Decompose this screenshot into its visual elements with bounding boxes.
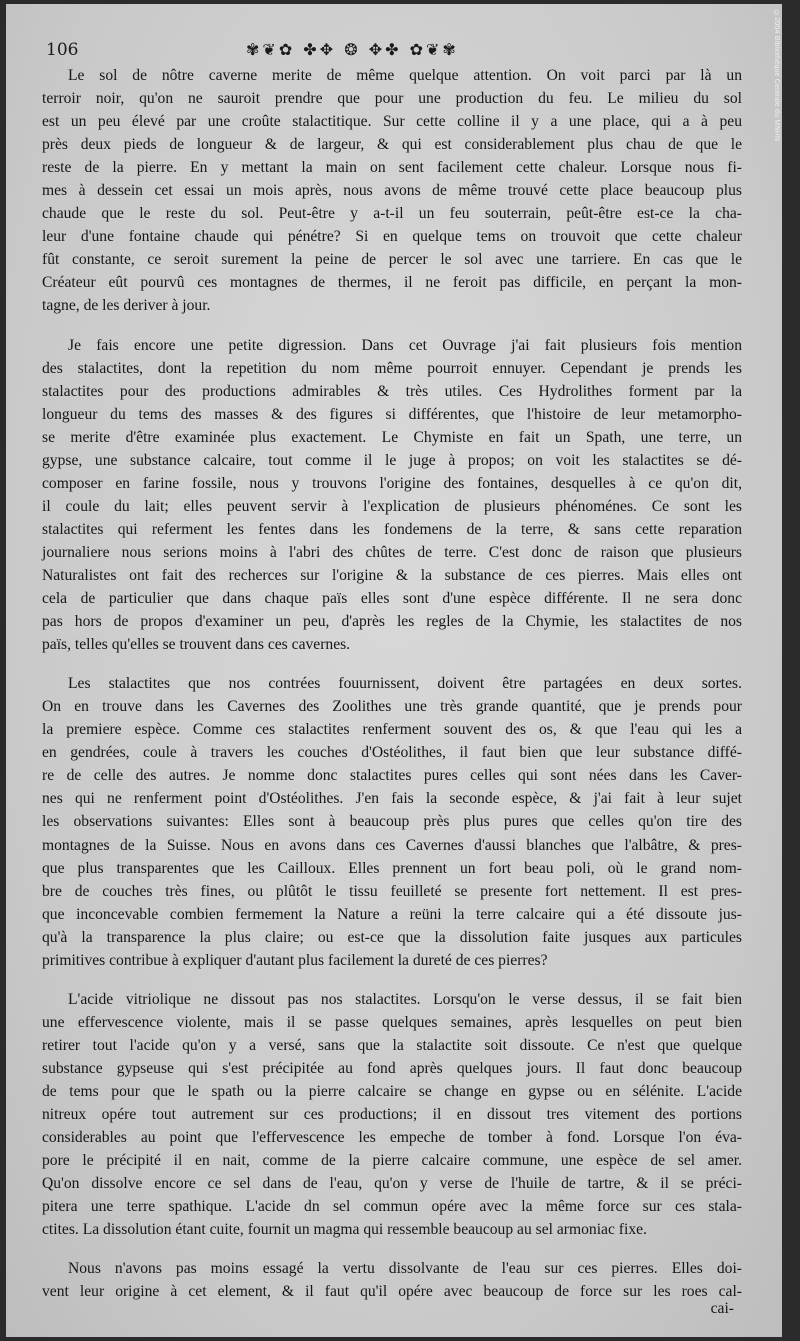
text-line: On en trouve dans les Cavernes des Zoolithes une très grande quantité, que je prends pour xyxy=(42,698,742,716)
text-line: bre de couches très fines, ou plûtôt le tissu feuilleté se presente fort nettement. Il est pres- xyxy=(42,882,742,900)
paragraph-gap xyxy=(42,1241,742,1257)
text-line: Qu'on dissolve encore ce sel dans de l'eau, qu'on y verse de l'huile de tartre, & il se préci- xyxy=(42,1175,742,1193)
header-ornament: ✾❦✿ ✤✥ ❂ ✥✤ ✿❦✾ xyxy=(246,40,459,59)
text-line: pitera une terre spathique. L'acide dn sel commun opére avec la même force sur ces stala- xyxy=(42,1198,742,1216)
text-line: Nous n'avons pas moins essagé la vertu dissolvante de l'eau sur ces pierres. Elles doi- xyxy=(68,1260,742,1278)
text-line: nitreux opére tout autrement sur ces productions; il en dissout tres vitement des portions xyxy=(42,1106,742,1124)
paragraph-gap xyxy=(42,318,742,334)
text-line: retirer tout l'acide qu'on y a versé, sans que la stalactite soit dissoute. Ce n'est que quelque xyxy=(42,1036,742,1054)
text-line: Naturalistes ont fait des recherces sur l'origine & la substance de ces pierres. Mais elles ont xyxy=(42,566,742,584)
text-line: stalactites qui referment les fentes dans les fondemens de la terre, & sans cette reparation xyxy=(42,520,742,538)
text-line: reste de la pierre. En y mettant la main on sent facilement cette chaleur. Lorsque nous fi- xyxy=(42,159,742,177)
text-line: considerables au point que l'effervescence les empeche de tomber à fond. Lorsque l'on éva- xyxy=(42,1129,742,1147)
text-line: il coule du lait; elles peuvent servir à l'explication de plusieurs phénoménes. Ce sont les xyxy=(42,497,742,515)
text-line: nes qui ne renferment point d'Ostéolithes. J'en fais la seconde espèce, & j'ai fait à leur sujet xyxy=(42,790,742,808)
book-page xyxy=(6,4,782,1337)
paragraph xyxy=(42,672,742,972)
text-line: composer en farine fossile, nous y trouvons l'origine des fontaines, desquelles à ce qu'on dit, xyxy=(42,474,742,492)
text-line: chaude que le reste du sol. Peut-être y a-t-il un feu souterrain, peût-être est-ce la cha- xyxy=(42,205,742,223)
text-line: païs, telles qu'elles se trouvent dans ces cavernes. xyxy=(42,636,351,654)
library-credit: ©2004 Bibliothèque Centrale du MNHN xyxy=(773,10,780,142)
text-line: terroir noir, qu'on ne sauroit prendre que pour une production du feu. Le milieu du sol xyxy=(42,90,742,108)
text-line: des stalactites, dont la repetition du nom même pourroit ennuyer. Cependant je prends les xyxy=(42,359,742,377)
text-line: substance gypseuse qui s'est précipitée au fond après quelques jours. Il faut donc beaucoup xyxy=(42,1059,742,1077)
text-line: L'acide vitriolique ne dissout pas nos stalactites. Lorsqu'on le verse dessus, il se fait bien xyxy=(68,990,742,1008)
text-line: en gendrées, coule à travers les couches d'Ostéolithes, il faut bien que leur substance diffé- xyxy=(42,744,742,762)
text-line: vent leur origine à cet element, & il faut qu'il opére avec beaucoup de force sur les roes cal- xyxy=(42,1283,742,1301)
text-line: leur d'une fontaine chaude qui pénétre? Si en quelque tems on trouvoit que cette chaleur xyxy=(42,228,742,246)
paragraph-gap xyxy=(42,972,742,988)
text-line: près deux pieds de longueur & de largeur, & qui est considerablement plus chau de que le xyxy=(42,136,742,154)
paragraph xyxy=(42,1257,742,1303)
text-line: longueur du tems des masses & des figures si différentes, que l'histoire de leur metamorpho- xyxy=(42,405,742,423)
text-line: gypse, une substance calcaire, tout comme il le juge à propos; on voit les stalactites se dé- xyxy=(42,451,742,469)
paragraph-gap xyxy=(42,656,742,672)
text-line: journaliere nous serions moins à l'abri des chûtes de terre. C'est donc de raison que plusieurs xyxy=(42,543,742,561)
text-line: Le sol de nôtre caverne merite de même quelque attention. On voit parci par là un xyxy=(68,67,742,84)
text-line: primitives contribue à expliquer d'autant plus facilement la dureté de ces pierres? xyxy=(42,951,548,969)
text-line: de tems pour que le spath ou la pierre calcaire se change en gypse ou en sélénite. L'acide xyxy=(42,1082,742,1100)
text-line: Je fais encore une petite digression. Dans cet Ouvrage j'ai fait plusieurs fois mention xyxy=(68,336,742,354)
text-line: pore le précipité il en nait, comme de la pierre calcaire commune, une espèce de sel amer. xyxy=(42,1152,742,1170)
text-line: que plus transparentes que les Cailloux. Elles prennent un fort beau poli, où le grand nom- xyxy=(42,859,742,877)
text-line: qu'à la transparence la plus claire; ou est-ce que la dissolution faite jusques aux particules xyxy=(42,928,742,946)
paragraph xyxy=(42,64,742,318)
text-line: pas hors de propos d'examiner un peu, d'après les regles de la Chymie, les stalactites de nos xyxy=(42,613,742,631)
text-line: tagne, de les deriver à jour. xyxy=(42,297,211,315)
text-line: mes à dessein cet essai un mois après, nous avons de même trouvé cette place beaucoup plus xyxy=(42,182,742,200)
text-line: Créateur eût pourvû ces montagnes de thermes, il ne feroit pas difficile, en perçant la mon- xyxy=(42,274,742,292)
text-line: est un peu élevé par une croûte stalactitique. Sur cette colline il y a une place, qui a à peu xyxy=(42,113,742,131)
text-line: les observations suivantes: Elles sont à beaucoup près plus pures que celles qu'on tire des xyxy=(42,813,742,831)
body-text xyxy=(42,64,742,1303)
text-line: la premiere espèce. Comme ces stalactites renferment souvent des os, & que l'eau qui les a xyxy=(42,721,742,739)
text-line: fût constante, ce seroit surement la peine de percer le sol avec une tarriere. En cas que le xyxy=(42,251,742,269)
page-number: 106 xyxy=(46,40,79,60)
text-line: ctites. La dissolution étant cuite, fournit un magma qui ressemble beaucoup au sel armoniac fixe. xyxy=(42,1221,647,1239)
text-line: cela de particulier que dans chaque païs elles sont d'une espèce différente. Il ne sera donc xyxy=(42,590,742,608)
text-line: une effervescence violente, mais il se passe quelques semaines, après lesquelles on peut bien xyxy=(42,1013,742,1031)
paragraph xyxy=(42,334,742,657)
catchword: cai- xyxy=(710,1300,734,1317)
paragraph xyxy=(42,988,742,1242)
text-line: re de celle des autres. Je nomme donc stalactites pures celles qui sont nées dans les Caver- xyxy=(42,767,742,785)
text-line: stalactites pour des productions admirables & très utiles. Ces Hydrolithes forment par la xyxy=(42,382,742,400)
text-line: que inconcevable combien fermement la Nature a reüni la terre calcaire qui a été dissoute jus- xyxy=(42,905,742,923)
text-line: Les stalactites que nos contrées fouurnissent, doivent être partagées en deux sortes. xyxy=(68,675,742,693)
text-line: montagnes de la Suisse. Nous en avons dans ces Cavernes d'aussi blanches que l'albâtre, & pres- xyxy=(42,836,742,854)
text-line: se merite d'être examinée plus exactement. Le Chymiste en fait un Spath, une terre, un xyxy=(42,428,742,446)
